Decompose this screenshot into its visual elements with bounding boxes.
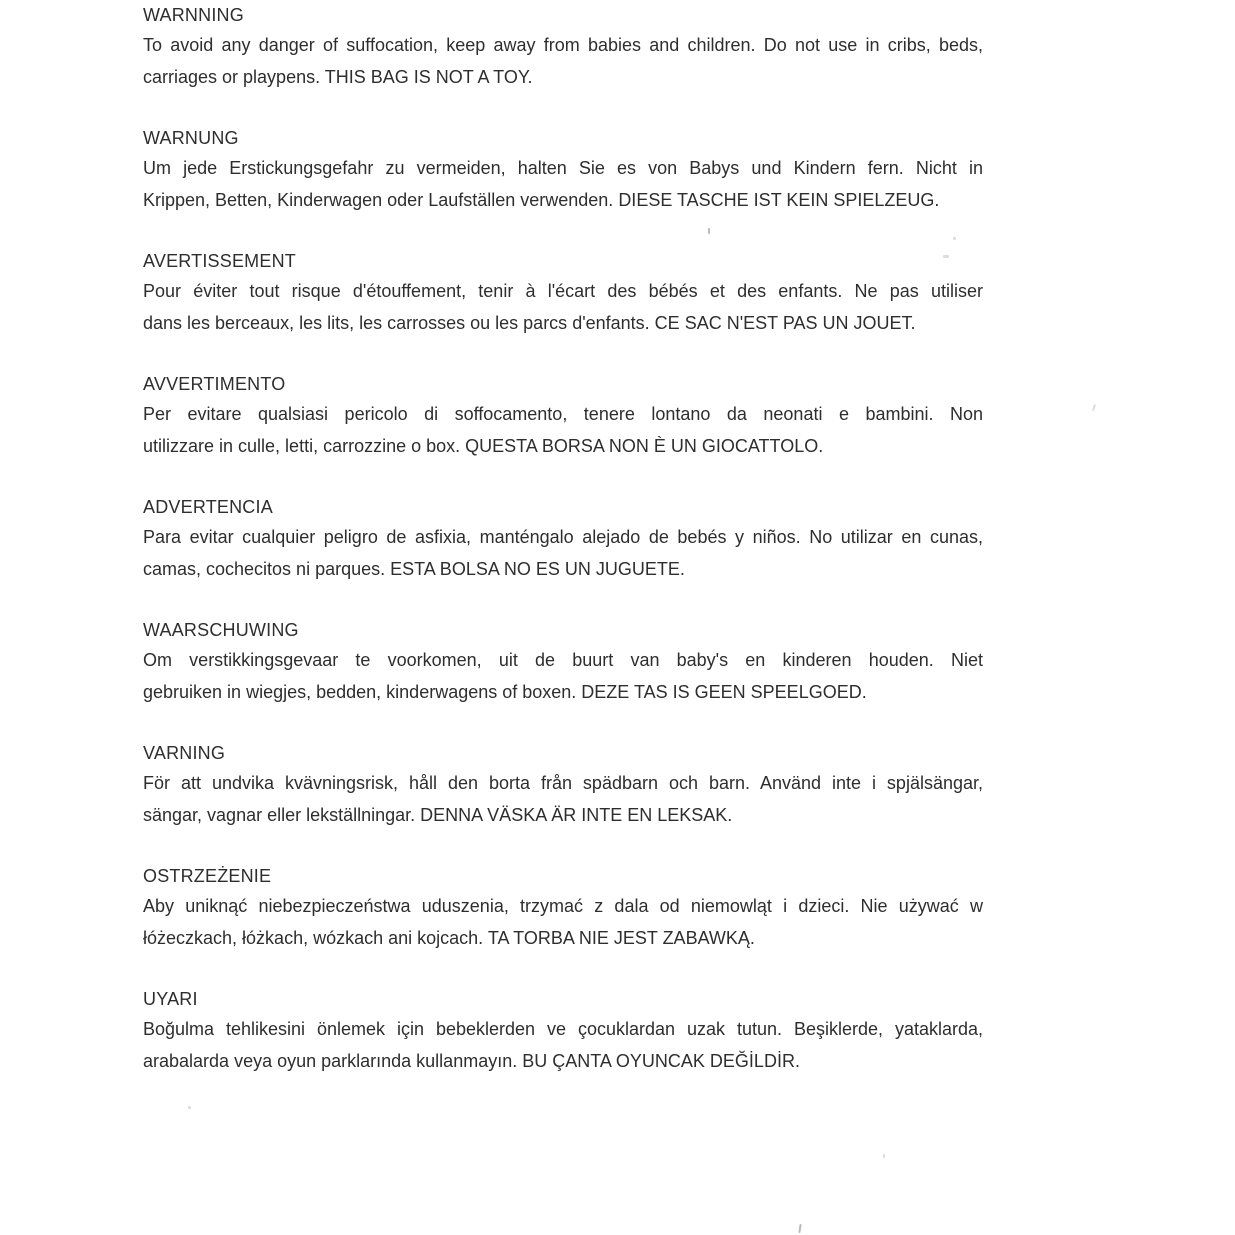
warning-section-german bbox=[143, 124, 983, 216]
section-heading: VARNING bbox=[143, 743, 226, 763]
section-heading: WAARSCHUWING bbox=[143, 620, 299, 640]
scan-speck bbox=[943, 255, 949, 258]
section-line: För att undvika kvävningsrisk, håll den borta från spädbarn och barn. Använd inte i spjälsängar, bbox=[143, 773, 983, 793]
section-line: Para evitar cualquier peligro de asfixia, manténgalo alejado de bebés y niños. No utilizar en cunas, bbox=[143, 527, 983, 547]
section-line: To avoid any danger of suffocation, keep away from babies and children. Do not use in cribs, beds, bbox=[143, 35, 983, 55]
scan-speck bbox=[188, 1106, 191, 1109]
section-line: arabalarda veya oyun parklarında kullanmayın. BU ÇANTA OYUNCAK DEĞİLDİR. bbox=[143, 1051, 800, 1071]
section-line: Krippen, Betten, Kinderwagen oder Laufställen verwenden. DIESE TASCHE IST KEIN SPIELZEUG. bbox=[143, 190, 940, 210]
scan-speck bbox=[1092, 404, 1096, 411]
warning-section-english bbox=[143, 1, 983, 93]
section-heading: WARNUNG bbox=[143, 128, 239, 148]
warning-section-dutch bbox=[143, 616, 983, 708]
section-line: camas, cochecitos ni parques. ESTA BOLSA NO ES UN JUGUETE. bbox=[143, 559, 685, 579]
section-line: gebruiken in wiegjes, bedden, kinderwagens of boxen. DEZE TAS IS GEEN SPEELGOED. bbox=[143, 682, 867, 702]
warning-section-swedish bbox=[143, 739, 983, 831]
scan-speck bbox=[883, 1154, 885, 1158]
section-line: sängar, vagnar eller lekställningar. DENNA VÄSKA ÄR INTE EN LEKSAK. bbox=[143, 805, 733, 825]
warning-section-polish bbox=[143, 862, 983, 954]
section-heading: WARNNING bbox=[143, 5, 244, 25]
section-heading: AVERTISSEMENT bbox=[143, 251, 296, 271]
scan-speck bbox=[708, 228, 710, 234]
scan-speck bbox=[953, 237, 956, 240]
warning-section-turkish bbox=[143, 985, 983, 1077]
section-line: dans les berceaux, les lits, les carrosses ou les parcs d'enfants. CE SAC N'EST PAS UN JOUET. bbox=[143, 313, 916, 333]
section-line: Boğulma tehlikesini önlemek için bebeklerden ve çocuklardan uzak tutun. Beşiklerde, yataklarda, bbox=[143, 1019, 983, 1039]
section-heading: ADVERTENCIA bbox=[143, 497, 273, 517]
section-line: Per evitare qualsiasi pericolo di soffocamento, tenere lontano da neonati e bambini. Non bbox=[143, 404, 983, 424]
section-heading: UYARI bbox=[143, 989, 198, 1009]
section-line: Um jede Erstickungsgefahr zu vermeiden, halten Sie es von Babys und Kindern fern. Nicht in bbox=[143, 158, 983, 178]
section-line: Pour éviter tout risque d'étouffement, tenir à l'écart des bébés et des enfants. Ne pas utiliser bbox=[143, 281, 983, 301]
section-line: carriages or playpens. THIS BAG IS NOT A TOY. bbox=[143, 67, 533, 87]
scan-speck bbox=[798, 1224, 801, 1233]
warning-section-french bbox=[143, 247, 983, 339]
section-line: utilizzare in culle, letti, carrozzine o box. QUESTA BORSA NON È UN GIOCATTOLO. bbox=[143, 436, 824, 456]
warning-section-italian bbox=[143, 370, 983, 462]
section-line: Aby uniknąć niebezpieczeństwa uduszenia, trzymać z dala od niemowląt i dzieci. Nie używać w bbox=[143, 896, 983, 916]
section-line: Om verstikkingsgevaar te voorkomen, uit de buurt van baby's en kinderen houden. Niet bbox=[143, 650, 983, 670]
warning-section-spanish bbox=[143, 493, 983, 585]
section-heading: AVVERTIMENTO bbox=[143, 374, 286, 394]
warning-text-block bbox=[143, 1, 983, 1108]
section-line: łóżeczkach, łóżkach, wózkach ani kojcach. TA TORBA NIE JEST ZABAWKĄ. bbox=[143, 928, 755, 948]
section-heading: OSTRZEŻENIE bbox=[143, 866, 272, 886]
